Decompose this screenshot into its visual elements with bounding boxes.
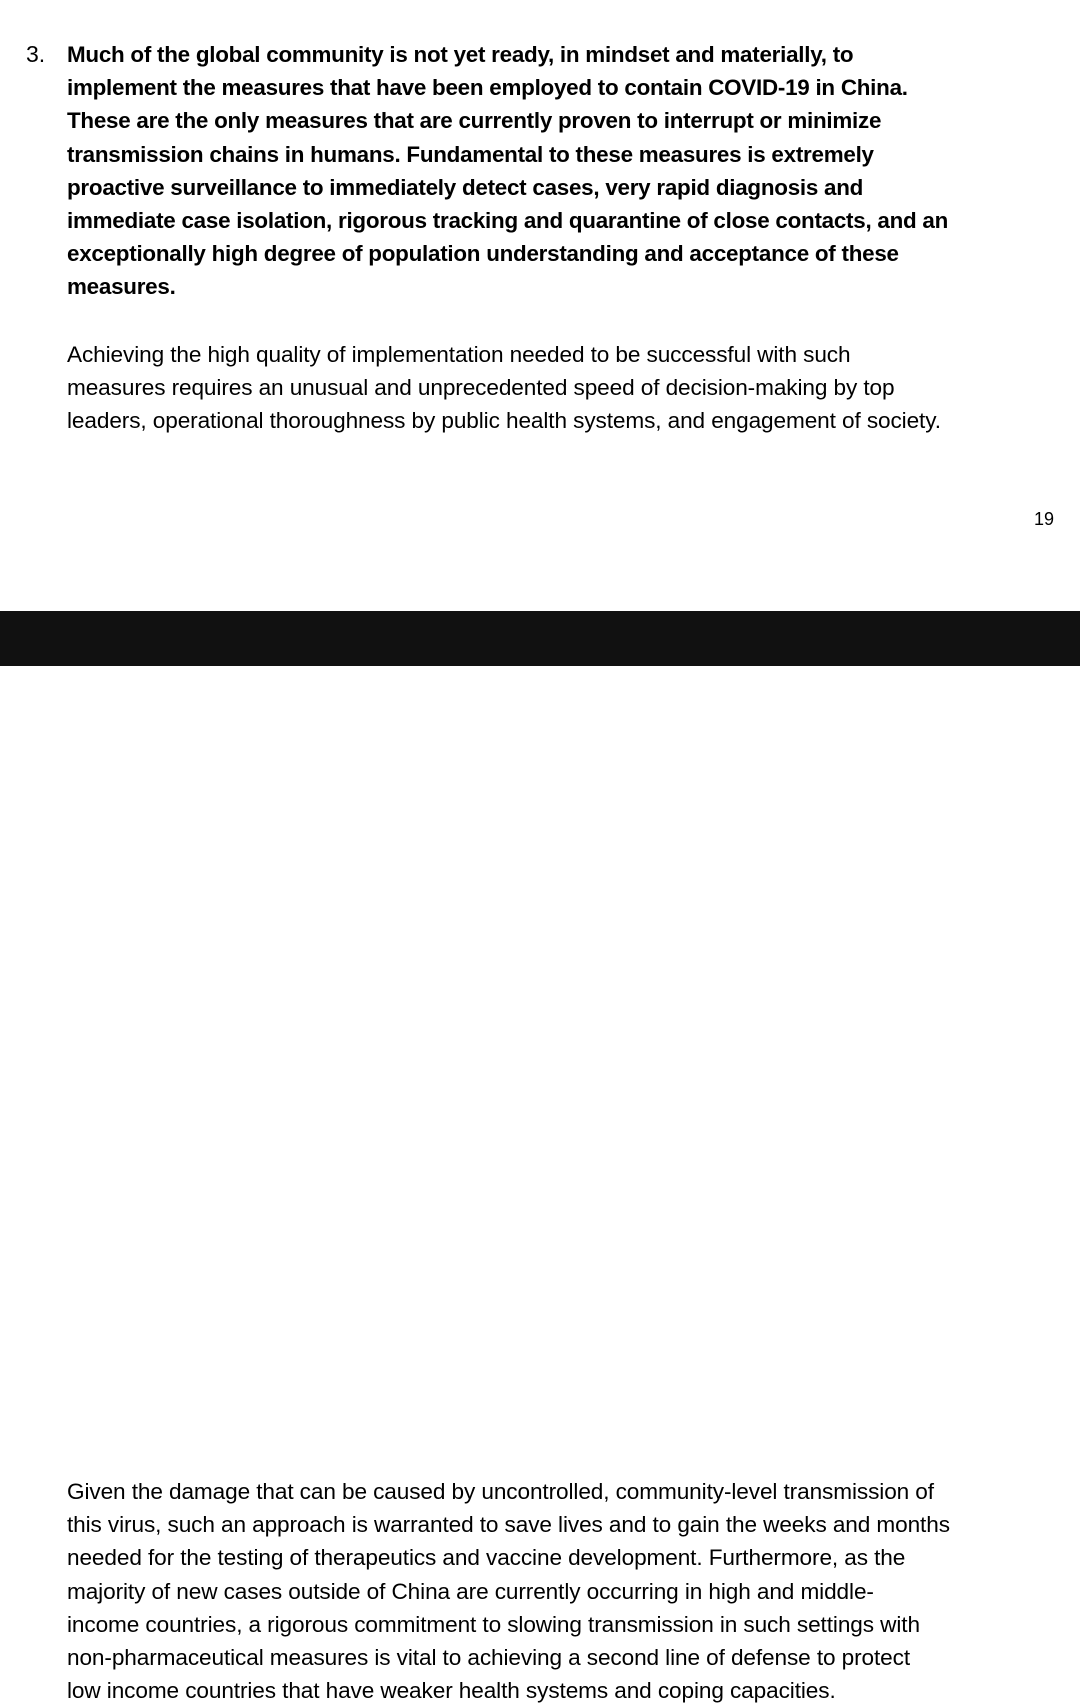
implementation-paragraph: Achieving the high quality of implementation needed to be successful with such measures requires an unusual and unprecedented speed of decision-making by top leaders, operational thoroughness by public health systems, and engagement of society. <box>67 342 941 434</box>
transmission-paragraph: Given the damage that can be caused by uncontrolled, community-level transmission of this virus, such an approach is warranted to save lives and to gain the weeks and months needed for the testing of therapeutics and vaccine development. Furthermore, as the majority of new cases outside of China are currently occurring in high and middle- income countries, a rigorous commitment to slowing transmission in such settings with non-pharmaceutical measures is vital to achieving a second line of defense to protect low income countries that have weaker health systems and coping capacities. <box>67 1479 950 1704</box>
document-page-bottom <box>0 666 1080 1704</box>
bold-finding-paragraph: Much of the global community is not yet ready, in mindset and materially, to implement the measures that have been employed to contain COVID-19 in China. These are the only measures that are currently proven to interrupt or minimize transmission chains in humans. Fundamental to these measures is extremely proactive surveillance to immediately detect cases, very rapid diagnosis and immediate case isolation, rigorous tracking and quarantine of close contacts, and an exceptionally high degree of population understanding and acceptance of these measures. <box>67 42 949 300</box>
document-page-top <box>0 0 1080 611</box>
page-separator-bar <box>0 611 1080 666</box>
list-item-number: 3. <box>26 41 46 67</box>
page-number: 19 <box>1033 509 1054 529</box>
